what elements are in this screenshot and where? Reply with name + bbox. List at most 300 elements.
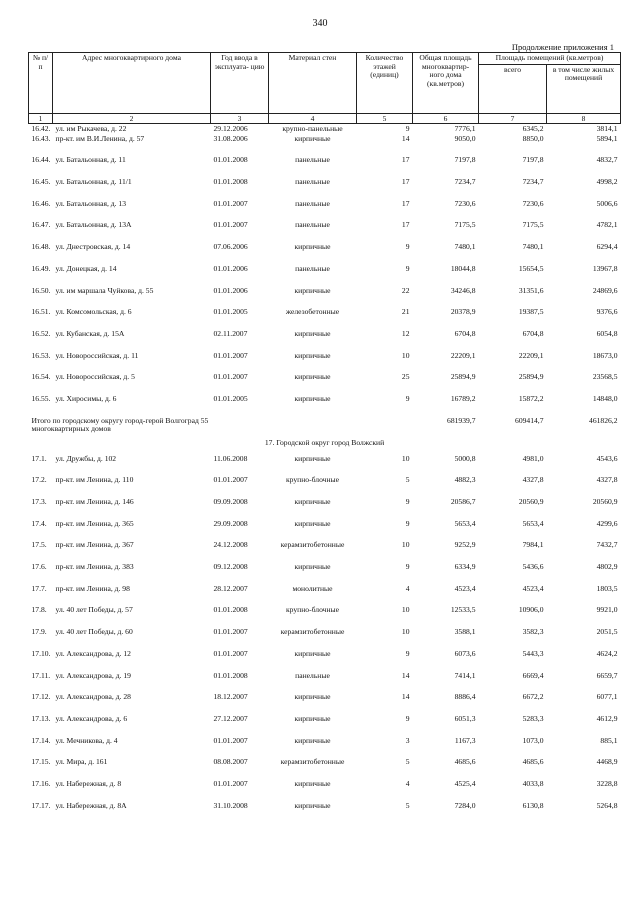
- cell-year: 29.09.2008: [213, 519, 248, 528]
- cell-year: 01.01.2007: [213, 628, 248, 637]
- cell-no: 17.3.: [31, 498, 47, 507]
- total-total: 681939,7: [447, 416, 476, 425]
- table-row: [29, 178, 621, 200]
- cell-year: 01.01.2007: [213, 351, 248, 360]
- cell-living: 13967,8: [592, 264, 618, 273]
- cell-prem: 4981,0: [522, 454, 544, 463]
- cell-material: кирпичные: [294, 779, 331, 788]
- cell-floors: 12: [401, 329, 410, 338]
- cell-year: 01.01.2008: [213, 671, 248, 680]
- table-row: [29, 455, 621, 477]
- cell-prem: 6669,4: [522, 671, 544, 680]
- cell-year: 01.01.2005: [213, 308, 248, 317]
- cell-floors: 9: [405, 519, 410, 528]
- cell-prem: 20560,9: [518, 498, 544, 507]
- cell-floors: 4: [405, 584, 410, 593]
- table-row: [29, 693, 621, 715]
- cell-material: кирпичные: [294, 498, 331, 507]
- table-row: [29, 308, 621, 330]
- cell-floors: 10: [401, 454, 410, 463]
- cell-living: 4612,9: [596, 714, 618, 723]
- cell-year: 01.01.2005: [213, 394, 248, 403]
- cell-prem: 4685,6: [522, 758, 544, 767]
- cell-prem: 5436,6: [522, 563, 544, 572]
- cell-prem: 15872,2: [518, 394, 544, 403]
- column-number: 8: [547, 113, 621, 123]
- cell-total: 7197,8: [454, 156, 476, 165]
- cell-no: 17.1.: [31, 454, 47, 463]
- cell-year: 01.01.2007: [213, 373, 248, 382]
- cell-no: 16.54.: [31, 373, 51, 382]
- cell-no: 17.14.: [31, 736, 51, 745]
- continuation-note: Продолжение приложения 1: [511, 42, 614, 52]
- cell-prem: 7984,1: [522, 541, 544, 550]
- cell-prem: 3582,3: [522, 628, 544, 637]
- cell-living: 14848,0: [592, 394, 618, 403]
- cell-prem: 1073,0: [522, 736, 544, 745]
- total-row: [29, 417, 621, 439]
- cell-living: 6077,1: [596, 693, 618, 702]
- cell-prem: 6704,8: [522, 329, 544, 338]
- cell-living: 6659,7: [596, 671, 618, 680]
- cell-no: 16.48.: [31, 243, 51, 252]
- cell-floors: 5: [405, 476, 410, 485]
- cell-no: 17.16.: [31, 779, 51, 788]
- cell-year: 11.06.2008: [213, 454, 248, 463]
- cell-total: 4525,4: [454, 779, 476, 788]
- cell-year: 01.01.2006: [213, 286, 248, 295]
- cell-living: 23568,5: [592, 373, 618, 382]
- cell-address: ул. Днестровская, д. 14: [55, 243, 131, 252]
- header-floors: Количество этажей (единиц): [357, 53, 413, 114]
- table-row: [29, 243, 621, 265]
- cell-material: крупно-блочные: [285, 606, 340, 615]
- cell-floors: 9: [405, 394, 410, 403]
- cell-address: ул. Мечникова, д. 4: [55, 736, 118, 745]
- cell-living: 3814,1: [596, 123, 618, 133]
- cell-material: монолитные: [292, 584, 333, 593]
- table-row: [29, 628, 621, 650]
- table-row: [29, 352, 621, 374]
- table-row: [29, 650, 621, 672]
- cell-prem: 6672,2: [522, 693, 544, 702]
- cell-no: 17.15.: [31, 758, 51, 767]
- cell-living: 2051,5: [596, 628, 618, 637]
- table-row: [29, 395, 621, 417]
- column-number: 3: [211, 113, 269, 123]
- cell-prem: 8850,0: [522, 134, 544, 143]
- cell-living: 6054,8: [596, 329, 618, 338]
- cell-year: 01.01.2007: [213, 476, 248, 485]
- cell-prem: 4033,8: [522, 779, 544, 788]
- cell-material: панельные: [295, 178, 330, 187]
- cell-prem: 4327,8: [522, 476, 544, 485]
- cell-total: 7234,7: [454, 178, 476, 187]
- cell-living: 5006,6: [596, 199, 618, 208]
- cell-material: панельные: [295, 671, 330, 680]
- cell-total: 12533,5: [450, 606, 476, 615]
- cell-prem: 5653,4: [522, 519, 544, 528]
- section-row: [29, 439, 621, 455]
- cell-prem: 15654,5: [518, 264, 544, 273]
- cell-total: 5000,8: [454, 454, 476, 463]
- cell-living: 4624,2: [596, 649, 618, 658]
- cell-living: 9921,0: [596, 606, 618, 615]
- cell-floors: 22: [401, 286, 410, 295]
- cell-floors: 21: [401, 308, 410, 317]
- cell-year: 08.08.2007: [213, 758, 248, 767]
- table-row: [29, 606, 621, 628]
- total-empty: [269, 417, 413, 439]
- cell-floors: 10: [401, 351, 410, 360]
- cell-year: 01.01.2007: [213, 736, 248, 745]
- cell-total: 6704,8: [454, 329, 476, 338]
- cell-total: 7480,1: [454, 243, 476, 252]
- cell-address: ул. Батальонная, д. 13: [55, 199, 127, 208]
- table-row: [29, 373, 621, 395]
- cell-address: пр-кт. им Ленина, д. 383: [55, 563, 134, 572]
- cell-material: кирпичные: [294, 351, 331, 360]
- cell-address: ул. Александрова, д. 6: [55, 714, 128, 723]
- cell-material: панельные: [295, 221, 330, 230]
- cell-total: 16789,2: [450, 394, 476, 403]
- cell-material: кирпичные: [294, 243, 331, 252]
- cell-material: керамзитобетонные: [280, 758, 345, 767]
- cell-living: 4299,6: [596, 519, 618, 528]
- cell-floors: 10: [401, 606, 410, 615]
- cell-year: 01.01.2008: [213, 156, 248, 165]
- cell-living: 4802,9: [596, 563, 618, 572]
- cell-prem: 5283,3: [522, 714, 544, 723]
- cell-floors: 9: [405, 243, 410, 252]
- cell-no: 16.55.: [31, 394, 51, 403]
- cell-no: 17.12.: [31, 693, 51, 702]
- cell-floors: 4: [405, 779, 410, 788]
- table-row: [29, 563, 621, 585]
- cell-floors: 14: [401, 134, 410, 143]
- column-number: 2: [53, 113, 211, 123]
- cell-year: 01.01.2008: [213, 606, 248, 615]
- table-row: [29, 715, 621, 737]
- cell-address: ул. Батальонная, д. 11/1: [55, 178, 132, 187]
- column-number: 7: [479, 113, 547, 123]
- cell-year: 01.01.2006: [213, 264, 248, 273]
- cell-no: 16.52.: [31, 329, 51, 338]
- cell-living: 4998,2: [596, 178, 618, 187]
- cell-address: ул. Александрова, д. 19: [55, 671, 131, 680]
- header-premises-area: Площадь помещений (кв.метров): [479, 53, 621, 65]
- cell-no: 16.47.: [31, 221, 51, 230]
- cell-address: ул. Дружбы, д. 102: [55, 454, 117, 463]
- header-premises-living: в том числе жилых помещений: [547, 64, 621, 113]
- cell-material: панельные: [295, 199, 330, 208]
- table-row: [29, 585, 621, 607]
- column-number: 6: [413, 113, 479, 123]
- cell-floors: 17: [401, 199, 410, 208]
- cell-floors: 17: [401, 178, 410, 187]
- cell-material: кирпичные: [294, 563, 331, 572]
- cell-address: ул. Хиросимы, д. 6: [55, 394, 117, 403]
- cell-material: керамзитобетонные: [280, 541, 345, 550]
- cell-total: 7230,6: [454, 199, 476, 208]
- cell-prem: 25894,9: [518, 373, 544, 382]
- cell-prem: 6345,2: [522, 123, 544, 133]
- cell-address: пр-кт. им Ленина, д. 367: [55, 541, 134, 550]
- cell-prem: 10906,0: [518, 606, 544, 615]
- cell-address: ул. 40 лет Победы, д. 60: [55, 628, 133, 637]
- table-row: [29, 672, 621, 694]
- cell-total: 1167,3: [454, 736, 476, 745]
- cell-address: ул. 40 лет Победы, д. 57: [55, 606, 133, 615]
- cell-no: 17.6.: [31, 563, 47, 572]
- header-address: Адрес многоквартирного дома: [53, 53, 211, 114]
- cell-floors: 9: [405, 563, 410, 572]
- cell-total: 20378,9: [450, 308, 476, 317]
- cell-floors: 9: [405, 123, 410, 133]
- cell-year: 02.11.2007: [213, 329, 248, 338]
- cell-no: 16.46.: [31, 199, 51, 208]
- cell-floors: 17: [401, 156, 410, 165]
- cell-living: 24869,6: [592, 286, 618, 295]
- cell-floors: 9: [405, 264, 410, 273]
- cell-prem: 7175,5: [522, 221, 544, 230]
- cell-address: ул. Кубанская, д. 15А: [55, 329, 125, 338]
- cell-year: 01.01.2007: [213, 221, 248, 230]
- cell-material: кирпичные: [294, 373, 331, 382]
- cell-year: 09.09.2008: [213, 498, 248, 507]
- cell-address: пр-кт. им В.И.Ленина, д. 57: [55, 134, 145, 143]
- cell-living: 4468,9: [596, 758, 618, 767]
- header-material: Материал стен: [269, 53, 357, 114]
- cell-no: 16.50.: [31, 286, 51, 295]
- table-row: [29, 541, 621, 563]
- table-row: [29, 520, 621, 542]
- cell-floors: 25: [401, 373, 410, 382]
- table-row: [29, 287, 621, 309]
- cell-total: 7175,5: [454, 221, 476, 230]
- cell-living: 20560,9: [592, 498, 618, 507]
- cell-address: ул. Набережная, д. 8: [55, 779, 122, 788]
- cell-material: кирпичные: [294, 519, 331, 528]
- cell-total: 9050,0: [454, 134, 476, 143]
- table-row: [29, 265, 621, 287]
- column-number: 5: [357, 113, 413, 123]
- total-label: Итого по городскому округу город-герой Волгоград 55 многоквартирных домов: [31, 416, 209, 434]
- cell-total: 5653,4: [454, 519, 476, 528]
- cell-floors: 14: [401, 671, 410, 680]
- cell-prem: 6130,8: [522, 801, 544, 810]
- cell-address: ул. Донецкая, д. 14: [55, 264, 117, 273]
- cell-living: 885,1: [600, 736, 618, 745]
- cell-address: ул. Александрова, д. 12: [55, 649, 131, 658]
- table-row: [29, 330, 621, 352]
- cell-total: 6073,6: [454, 649, 476, 658]
- cell-no: 16.43.: [31, 134, 51, 143]
- cell-living: 7432,7: [596, 541, 618, 550]
- cell-living: 9376,6: [596, 308, 618, 317]
- total-living: 461826,2: [589, 416, 618, 425]
- cell-living: 5264,8: [596, 801, 618, 810]
- cell-no: 17.17.: [31, 801, 51, 810]
- cell-total: 7776,1: [454, 123, 476, 133]
- cell-year: 24.12.2008: [213, 541, 248, 550]
- cell-address: ул. им маршала Чуйкова, д. 55: [55, 286, 154, 295]
- cell-prem: 5443,3: [522, 649, 544, 658]
- cell-floors: 14: [401, 693, 410, 702]
- cell-material: железобетонные: [285, 308, 340, 317]
- total-prem: 609414,7: [515, 416, 544, 425]
- table-row: [29, 780, 621, 802]
- cell-total: 8886,4: [454, 693, 476, 702]
- cell-total: 20586,7: [450, 498, 476, 507]
- cell-year: 07.06.2006: [213, 243, 248, 252]
- cell-no: 17.11.: [31, 671, 51, 680]
- cell-material: кирпичные: [294, 714, 331, 723]
- cell-year: 01.01.2007: [213, 199, 248, 208]
- table-row: [29, 498, 621, 520]
- cell-address: пр-кт. им Ленина, д. 365: [55, 519, 134, 528]
- cell-total: 34246,8: [450, 286, 476, 295]
- cell-floors: 9: [405, 498, 410, 507]
- cell-total: 4523,4: [454, 584, 476, 593]
- cell-address: ул. Батальонная, д. 13А: [55, 221, 132, 230]
- cell-total: 6051,3: [454, 714, 476, 723]
- cell-total: 4685,6: [454, 758, 476, 767]
- cell-total: 6334,9: [454, 563, 476, 572]
- column-number: 1: [29, 113, 53, 123]
- cell-floors: 17: [401, 221, 410, 230]
- cell-address: ул. Батальонная, д. 11: [55, 156, 126, 165]
- cell-living: 4782,1: [596, 221, 618, 230]
- table-row: [29, 221, 621, 243]
- cell-material: керамзитобетонные: [280, 628, 345, 637]
- cell-prem: 19387,5: [518, 308, 544, 317]
- cell-address: ул. Мира, д. 161: [55, 758, 108, 767]
- cell-no: 16.45.: [31, 178, 51, 187]
- cell-material: панельные: [295, 264, 330, 273]
- cell-year: 01.01.2007: [213, 779, 248, 788]
- table-row: [29, 200, 621, 222]
- cell-address: пр-кт. им Ленина, д. 98: [55, 584, 130, 593]
- column-number: 4: [269, 113, 357, 123]
- header-premises-total: всего: [479, 64, 547, 113]
- cell-no: 16.53.: [31, 351, 51, 360]
- cell-no: 17.9.: [31, 628, 47, 637]
- cell-year: 09.12.2008: [213, 563, 248, 572]
- cell-floors: 9: [405, 649, 410, 658]
- cell-floors: 10: [401, 541, 410, 550]
- cell-no: 16.51.: [31, 308, 51, 317]
- cell-no: 16.42.: [31, 123, 51, 133]
- header-total-area: Общая площадь многоквартир- ного дома (кв.метров): [413, 53, 479, 114]
- cell-no: 16.49.: [31, 264, 51, 273]
- cell-address: ул. Александрова, д. 28: [55, 693, 131, 702]
- table-row: [29, 737, 621, 759]
- cell-living: 1803,5: [596, 584, 618, 593]
- cell-total: 9252,9: [454, 541, 476, 550]
- cell-year: 31.10.2008: [213, 801, 248, 810]
- cell-total: 3588,1: [454, 628, 476, 637]
- cell-prem: 22209,1: [518, 351, 544, 360]
- cell-material: крупно-блочные: [285, 476, 340, 485]
- cell-living: 4327,8: [596, 476, 618, 485]
- cell-year: 28.12.2007: [213, 584, 248, 593]
- cell-address: ул. Новороссийская, д. 5: [55, 373, 135, 382]
- table-row: [29, 758, 621, 780]
- cell-no: 17.10.: [31, 649, 51, 658]
- cell-material: панельные: [295, 156, 330, 165]
- cell-address: ул. Новороссийская, д. 11: [55, 351, 139, 360]
- cell-material: кирпичные: [294, 394, 331, 403]
- cell-year: 29.12.2006: [213, 123, 248, 133]
- table-row: [29, 123, 621, 135]
- table-row: [29, 156, 621, 178]
- cell-no: 17.2.: [31, 476, 47, 485]
- cell-prem: 7480,1: [522, 243, 544, 252]
- buildings-table: [28, 52, 621, 823]
- cell-living: 6294,4: [596, 243, 618, 252]
- header-no: № п/п: [29, 53, 53, 114]
- cell-material: крупно-панельные: [282, 123, 343, 133]
- cell-total: 7414,1: [454, 671, 476, 680]
- cell-address: пр-кт. им Ленина, д. 146: [55, 498, 134, 507]
- cell-living: 18673,0: [592, 351, 618, 360]
- cell-year: 31.08.2006: [213, 134, 248, 143]
- cell-living: 4832,7: [596, 156, 618, 165]
- cell-floors: 10: [401, 628, 410, 637]
- cell-living: 3228,8: [596, 779, 618, 788]
- cell-floors: 5: [405, 801, 410, 810]
- cell-year: 01.01.2007: [213, 649, 248, 658]
- cell-total: 7284,0: [454, 801, 476, 810]
- cell-prem: 4523,4: [522, 584, 544, 593]
- cell-address: пр-кт. им Ленина, д. 110: [55, 476, 134, 485]
- cell-material: кирпичные: [294, 329, 331, 338]
- cell-material: кирпичные: [294, 736, 331, 745]
- table-row: [29, 135, 621, 157]
- cell-total: 22209,1: [450, 351, 476, 360]
- cell-total: 25894,9: [450, 373, 476, 382]
- cell-material: кирпичные: [294, 693, 331, 702]
- cell-floors: 5: [405, 758, 410, 767]
- cell-address: ул. им Рыкачева, д. 22: [55, 123, 127, 133]
- cell-prem: 7230,6: [522, 199, 544, 208]
- cell-no: 17.8.: [31, 606, 47, 615]
- cell-material: кирпичные: [294, 801, 331, 810]
- cell-material: кирпичные: [294, 134, 331, 143]
- cell-address: ул. Комсомольская, д. 6: [55, 308, 132, 317]
- cell-material: кирпичные: [294, 649, 331, 658]
- header-year: Год ввода в эксплуата- цию: [211, 53, 269, 114]
- cell-material: кирпичные: [294, 454, 331, 463]
- cell-year: 18.12.2007: [213, 693, 248, 702]
- cell-living: 5894,1: [596, 134, 618, 143]
- cell-living: 4543,6: [596, 454, 618, 463]
- cell-year: 01.01.2008: [213, 178, 248, 187]
- cell-address: ул. Набережная, д. 8А: [55, 801, 127, 810]
- page-number: 340: [312, 18, 328, 29]
- cell-no: 17.7.: [31, 584, 47, 593]
- cell-floors: 9: [405, 714, 410, 723]
- cell-prem: 31351,6: [518, 286, 544, 295]
- cell-floors: 3: [405, 736, 410, 745]
- cell-prem: 7234,7: [522, 178, 544, 187]
- section-title: 17. Городской округ город Волжский: [264, 438, 385, 447]
- cell-prem: 7197,8: [522, 156, 544, 165]
- cell-no: 16.44.: [31, 156, 51, 165]
- cell-no: 17.5.: [31, 541, 47, 550]
- cell-no: 17.13.: [31, 714, 51, 723]
